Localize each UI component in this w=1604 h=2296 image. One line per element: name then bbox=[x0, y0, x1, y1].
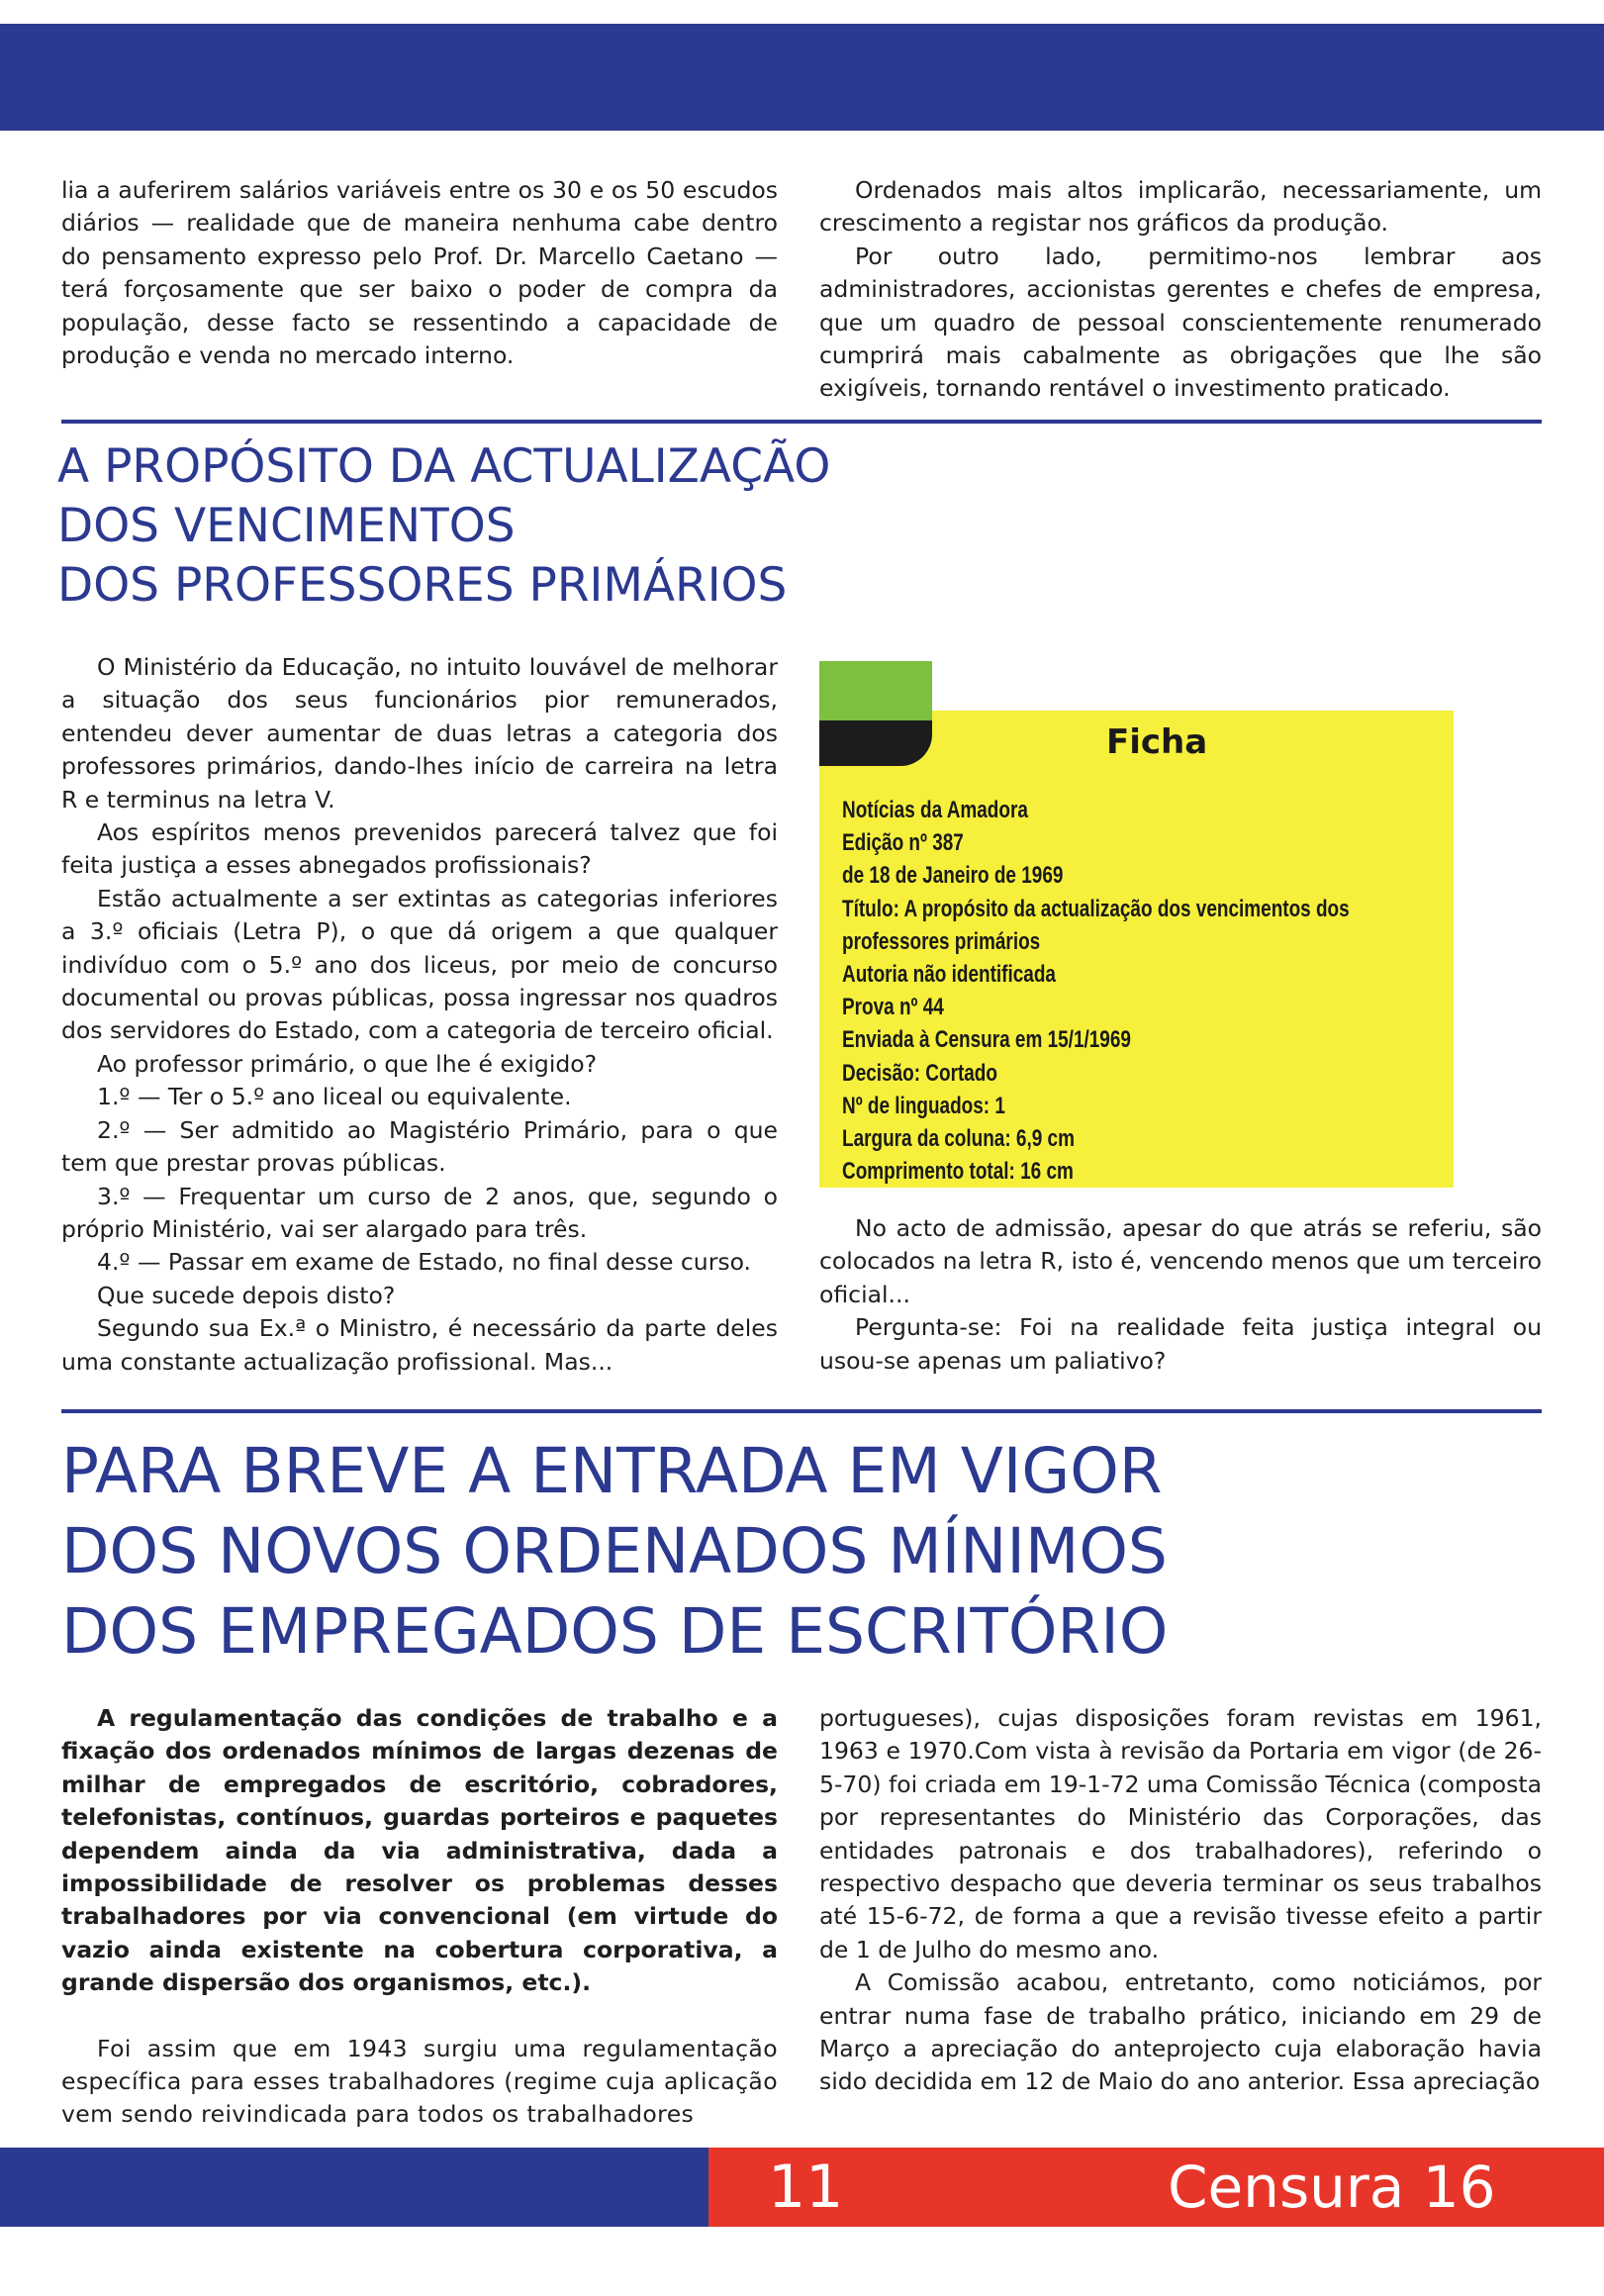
ficha-details bbox=[842, 794, 1350, 1188]
paragraph: O Ministério da Educação, no intuito louvável de melhorar a situação dos seus funcionários pior remunerados, entendeu dever aumentar de duas letras a categoria dos professores primários, dando-lhes início de carreira na letra R e terminus na letra V. bbox=[61, 653, 778, 813]
top-left-column bbox=[61, 174, 778, 372]
article1-left-column bbox=[61, 651, 778, 1379]
header-band bbox=[0, 24, 1604, 131]
title-line: DOS PROFESSORES PRIMÁRIOS bbox=[57, 558, 788, 613]
paragraph: No acto de admissão, apesar do que atrás se referiu, são colocados na letra R, isto é, vencendo menos que um terceiro oficial... bbox=[819, 1214, 1542, 1308]
article-title bbox=[57, 437, 830, 616]
paragraph: Segundo sua Ex.ª o Ministro, é necessário da parte deles uma constante actualização profissional. Mas... bbox=[61, 1314, 778, 1376]
title-line: DOS NOVOS ORDENADOS MÍNIMOS bbox=[61, 1515, 1168, 1587]
article-title bbox=[61, 1431, 1168, 1672]
ficha-line: Enviada à Censura em 15/1/1969 bbox=[842, 1026, 1131, 1054]
ficha-line: Prova nº 44 bbox=[842, 994, 944, 1021]
ficha-line: Comprimento total: 16 cm bbox=[842, 1158, 1074, 1186]
paragraph: Ordenados mais altos implicarão, necessariamente, um crescimento a registar nos gráficos da produção. bbox=[819, 176, 1542, 238]
paragraph: Aos espíritos menos prevenidos parecerá talvez que foi feita justiça a esses abnegados profissionais? bbox=[61, 818, 778, 880]
article1-right-column bbox=[819, 1212, 1542, 1378]
paragraph: Pergunta-se: Foi na realidade feita justiça integral ou usou-se apenas um paliativo? bbox=[819, 1313, 1542, 1375]
paragraph: Foi assim que em 1943 surgiu uma regulamentação específica para esses trabalhadores (regime cuja aplicação vem sendo reivindicada para todos os trabalhadores bbox=[61, 2034, 778, 2129]
ficha-line: professores primários bbox=[842, 927, 1041, 955]
footer-band-blue bbox=[0, 2148, 708, 2227]
publication-name: Censura 16 bbox=[1168, 2153, 1496, 2221]
ficha-line: Nº de linguados: 1 bbox=[842, 1092, 1005, 1119]
paragraph: Ao professor primário, o que lhe é exigido? bbox=[97, 1049, 598, 1078]
title-line: A PROPÓSITO DA ACTUALIZAÇÃO bbox=[57, 439, 831, 494]
section-divider bbox=[61, 420, 1542, 424]
ficha-line: Título: A propósito da actualização dos vencimentos dos bbox=[842, 895, 1350, 922]
lead-paragraph: A regulamentação das condições de trabalho e a fixação dos ordenados mínimos de largas dezenas de milhar de empregados de escritório, cobradores, telefonistas, contínuos, guardas porteiros e paquetes dependem ainda da via administrativa, dada a impossibilidade de resolver os problemas desses trabalhadores por via convencional (em virtude do vazio ainda existente na cobertura corporativa, a grande dispersão dos organismos, etc.). bbox=[61, 1704, 778, 1997]
article2-left-column bbox=[61, 1702, 778, 2132]
paragraph: Por outro lado, permitimo-nos lembrar aos administradores, accionistas gerentes e chefes de empresa, que um quadro de pessoal conscientemente renumerado cumprirá mais cabalmente as obrigações que lhe são exigíveis, tornando rentável o investimento praticado. bbox=[819, 241, 1542, 403]
ficha-line: Edição nº 387 bbox=[842, 829, 964, 857]
paragraph: portugueses), cujas disposições foram revistas em 1961, 1963 e 1970.Com vista à revisão da Portaria em vigor (de 26-5-70) foi criada em 19-1-72 uma Comissão Técnica (composta por representantes do Ministério das Corporações, das entidades patronais e dos trabalhadores), referindo o respectivo despacho que deveria terminar os seus trabalhos até 15-6-72, de forma a que a revisão tivesse efeito a partir de 1 de Julho do mesmo ano. bbox=[819, 1704, 1542, 1963]
article2-right-column bbox=[819, 1702, 1542, 2099]
ficha-title: Ficha bbox=[1106, 722, 1208, 762]
paragraph: 2.º — Ser admitido ao Magistério Primário, para o que tem que prestar provas públicas. bbox=[61, 1115, 778, 1178]
paragraph: 1.º — Ter o 5.º ano liceal ou equivalente. bbox=[97, 1083, 572, 1111]
paragraph: Estão actualmente a ser extintas as categorias inferiores a 3.º oficiais (Letra P), o que dá origem a que qualquer indivíduo com o 5.º ano dos liceus, por meio de concurso documental ou provas públicas, possa ingressar nos quadros dos servidores do Estado, com a categoria de terceiro oficial. bbox=[61, 884, 778, 1045]
paragraph: A Comissão acabou, entretanto, como noticiámos, por entrar numa fase de trabalho prático, iniciando em 29 de Março a apreciação do anteprojecto cuja elaboração havia sido decidida em 12 de Maio do ano anterior. Essa apreciação bbox=[819, 1968, 1542, 2096]
paragraph: 3.º — Frequentar um curso de 2 anos, que, segundo o próprio Ministério, vai ser alargado para três. bbox=[61, 1182, 778, 1243]
ficha-line: Notícias da Amadora bbox=[842, 797, 1028, 823]
section-divider bbox=[61, 1409, 1542, 1413]
ficha-line: Decisão: Cortado bbox=[842, 1059, 997, 1087]
ficha-tab-decoration bbox=[819, 720, 932, 766]
paragraph: 4.º — Passar em exame de Estado, no final desse curso. bbox=[97, 1248, 752, 1277]
title-line: DOS VENCIMENTOS bbox=[57, 499, 516, 553]
ficha-line: Largura da coluna: 6,9 cm bbox=[842, 1125, 1075, 1153]
ficha-line: de 18 de Janeiro de 1969 bbox=[842, 862, 1064, 890]
ficha-line: Autoria não identificada bbox=[842, 961, 1056, 989]
top-right-column bbox=[819, 174, 1542, 406]
title-line: PARA BREVE A ENTRADA EM VIGOR bbox=[61, 1435, 1163, 1507]
page-number: 11 bbox=[768, 2152, 844, 2222]
paragraph: lia a auferirem salários variáveis entre os 30 e os 50 escudos diários — realidade que de maneira nenhuma cabe dentro do pensamento expresso pelo Prof. Dr. Marcello Caetano — terá forçosamente que ser baixo o poder de compra da população, desse facto se ressentindo a capacidade de produção e venda no mercado interno. bbox=[61, 176, 778, 370]
ficha-tab-decoration bbox=[819, 661, 932, 722]
title-line: DOS EMPREGADOS DE ESCRITÓRIO bbox=[61, 1595, 1169, 1668]
paragraph: Que sucede depois disto? bbox=[97, 1281, 396, 1309]
